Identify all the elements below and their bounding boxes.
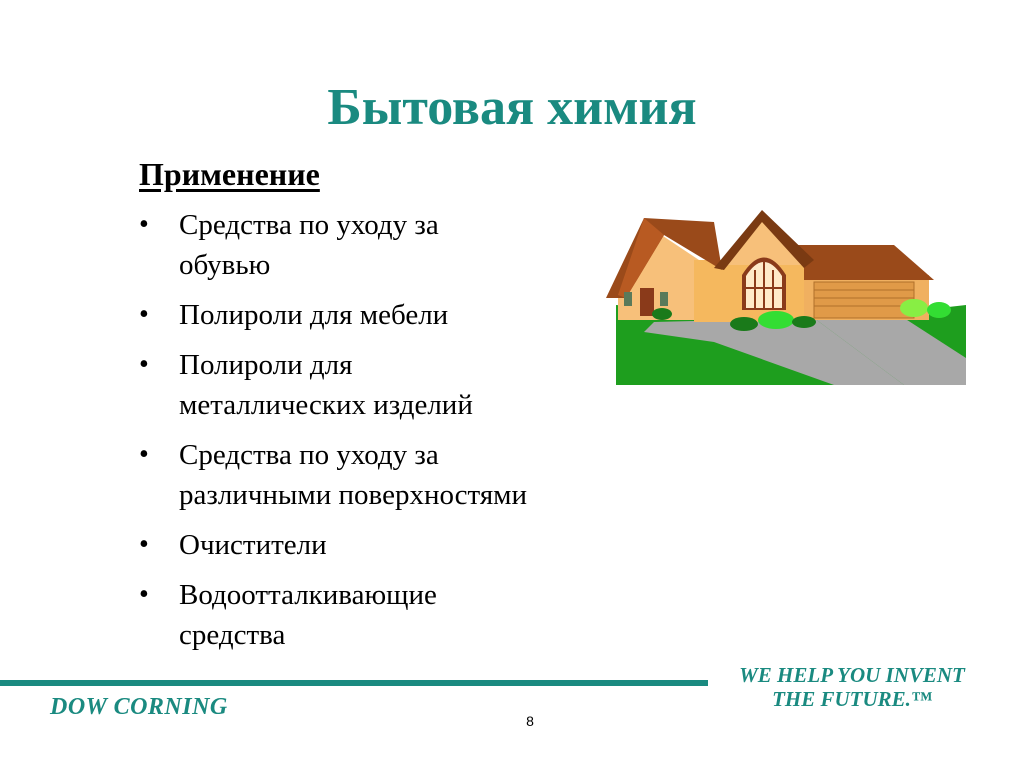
bullet-icon: • xyxy=(139,209,149,240)
bullet-icon: • xyxy=(139,439,149,470)
bullet-icon: • xyxy=(139,299,149,330)
slogan-line: THE FUTURE.™ xyxy=(772,687,932,711)
list-item xyxy=(139,435,609,515)
bullet-text-line: Полироли для мебели xyxy=(179,299,449,331)
list-item xyxy=(139,345,609,425)
bullet-icon: • xyxy=(139,349,149,380)
bullet-icon: • xyxy=(139,579,149,610)
section-heading: Применение xyxy=(139,156,320,192)
bullet-text-line: различными поверхностями xyxy=(179,479,528,511)
footer-divider xyxy=(0,680,708,686)
bullet-list xyxy=(139,205,609,665)
footer-slogan xyxy=(718,663,986,711)
bullet-text-line: металлических изделий xyxy=(179,389,473,421)
bullet-text-line: Очистители xyxy=(179,529,327,561)
bullet-text-line: Водоотталкивающие xyxy=(179,579,437,611)
bullet-text-line: обувью xyxy=(179,249,271,281)
list-item xyxy=(139,525,609,565)
list-item xyxy=(139,575,609,655)
list-item xyxy=(139,205,609,285)
bullet-icon: • xyxy=(139,529,149,560)
page-number: 8 xyxy=(526,713,534,729)
slogan-line: WE HELP YOU INVENT xyxy=(739,663,965,687)
bullet-text-line: Средства по уходу за xyxy=(179,209,439,241)
bullet-text-line: Средства по уходу за xyxy=(179,439,439,471)
slide-title: Бытовая химия xyxy=(327,79,697,136)
house-clipart-icon xyxy=(604,210,966,385)
list-item xyxy=(139,295,609,335)
bullet-text-line: Полироли для xyxy=(179,349,353,381)
bullet-text-line: средства xyxy=(179,619,286,651)
brand-logo-text: DOW CORNING xyxy=(50,694,228,720)
